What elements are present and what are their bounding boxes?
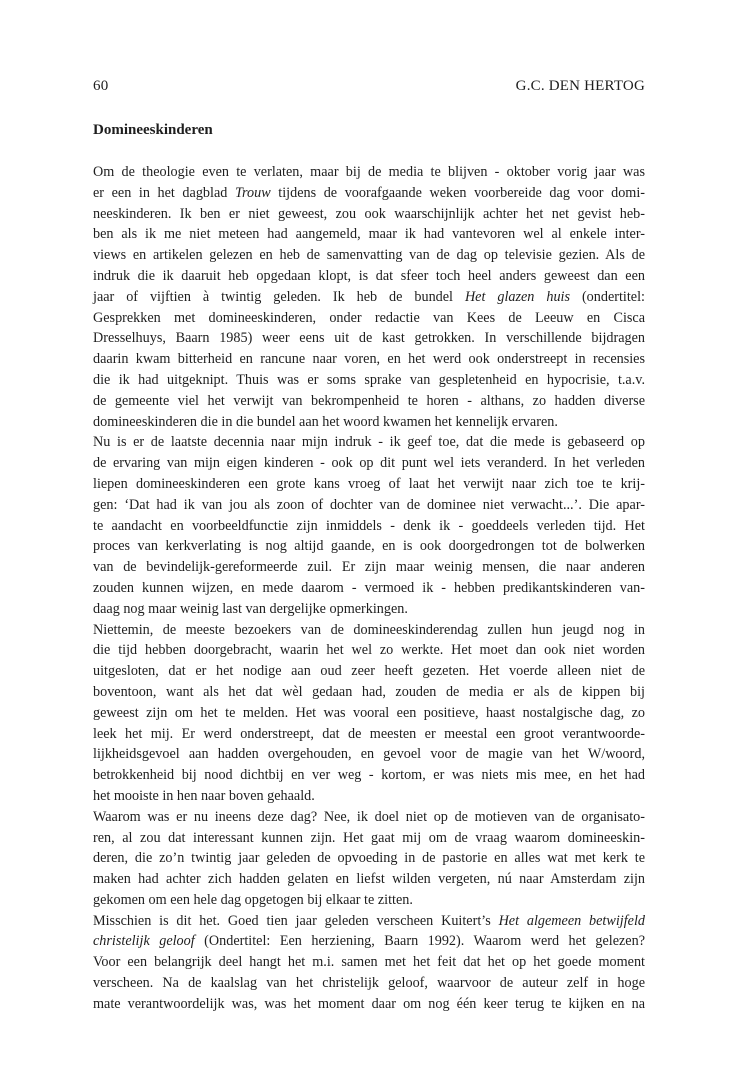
text-line: domineeskinderen die in die bundel aan het woord kwamen het kennelijk ervaren. [93,413,558,430]
text-line: verscheen. Na de kaalslag van het christelijk geloof, waarvoor de auteur zelf in hoge [93,975,645,992]
text-line: de ervaring van mijn eigen kinderen - ook op dit punt wel iets veranderd. In het verleden [93,455,645,472]
text-line: zouden kunnen wijzen, en mede daarom - vermoed ik - hebben predikantskinderen van- [93,579,645,596]
text-line: van de bevindelijk-gereformeerde zuil. Er zijn maar weinig mensen, die naar anderen [93,559,645,576]
body-text [93,162,645,1015]
text-line [93,931,645,952]
line-text: Misschien is dit het. Goed tien jaar geleden verscheen Kuitert’s [93,912,499,929]
line-text: tijdens de voorafgaande weken voorbereide dag voor domi- [270,184,645,201]
text-line: Dresselhuys, Baarn 1985) weer eens uit de kast getrokken. In verschillende bijdragen [93,330,645,347]
text-line: ren, al zou dat interessant kunnen zijn. Het gaat mij om de vraag waarom domineeskin- [93,829,645,846]
text-line: ben als ik me niet meteen had aangemeld, maar ik had vantevoren wel al enkele inter- [93,226,645,243]
text-line [93,911,645,932]
text-line: Nu is er de laatste decennia naar mijn indruk - ik geef toe, dat die mede is gebaseerd op [93,434,645,451]
text-line: uitgesloten, dat er het nodige aan oud zeer heeft gezeten. Het voerde alleen niet de [93,663,645,680]
text-line: te aandacht en voorbeeldfunctie zijn inmiddels - denk ik - goeddeels verleden tijd. Het [93,517,645,534]
text-line: Niettemin, de meeste bezoekers van de domineeskinderendag zullen hun jeugd nog in [93,621,645,638]
text-line: mate verantwoordelijk was, was het moment daar om nog één keer terug te kijken en na [93,995,645,1012]
text-line: die tijd hebben doorgebracht, waarin het wel zo werkte. Het moet dan ook niet worden [93,642,645,659]
text-line: neeskinderen. Ik ben er niet geweest, zou ook waarschijnlijk achter het net gevist heb- [93,205,645,222]
text-line: Waarom was er nu ineens deze dag? Nee, ik doel niet op de motieven van de organisato- [93,808,645,825]
running-head [93,76,645,96]
text-line [93,183,645,204]
text-line: liepen domineeskinderen een grote kans vroeg of laat het verwijt naar zich toe te krij- [93,475,645,492]
text-line: geweest zijn om het te melden. Het was vooral een positieve, haast nostalgische dag, zo [93,704,645,721]
text-line: Voor een belangrijk deel hangt het m.i. samen met het feit dat het op het goede moment [93,954,645,971]
text-line: Gesprekken met domineeskinderen, onder redactie van Kees de Leeuw en Cisca [93,309,645,326]
text-line: deren, die zo’n twintig jaar geleden de opvoeding in de pastorie en alles wat met kerk te [93,850,645,867]
page-number: 60 [93,78,109,94]
text-line: Om de theologie even te verlaten, maar bij de media te blijven - oktober vorig jaar was [93,164,645,180]
text-line [93,287,645,308]
line-text: (ondertitel: [570,288,645,305]
italic-title: christelijk geloof [93,933,195,950]
text-line: lijkheidsgevoel aan hadden overgehouden, en gevoel voor de magie van het W/woord, [93,746,645,763]
book-page [93,76,645,1015]
section-title: Domineeskinderen [93,122,213,138]
text-line: die ik had uitgeknipt. Thuis was er soms sprake van gespletenheid en hypocrisie, t.a.v. [93,371,645,388]
text-line: betrokkenheid bij nood dichtbij en ver weg - kortom, er was niets mis mee, en het had [93,767,645,784]
text-line: maken had achter zich hadden gelaten en liefst wilden vergeten, nú naar Amsterdam zijn [93,871,645,888]
text-line: daag nog maar weinig last van dergelijke opmerkingen. [93,600,408,617]
italic-title: Het algemeen betwijfeld [498,912,645,929]
line-text: er een in het dagblad [93,184,235,201]
running-title: G.C. DEN HERTOG [515,78,645,94]
line-text: jaar of vijftien à twintig geleden. Ik heb de bundel [93,288,465,305]
text-line: daarin kwam bitterheid en rancune naar voren, en het werd ook onderstreept in recensies [93,351,645,368]
italic-title: Het glazen huis [464,288,570,305]
text-line: de gemeente viel het verwijt van bekrompenheid te horen - althans, zo hadden diverse [93,392,645,409]
text-line: het mooiste in hen naar boven gehaald. [93,787,315,804]
italic-title: Trouw [234,184,271,201]
text-line: indruk die ik daaruit heb opgedaan klopt, is dat sfeer toch heel anders geweest dan een [93,267,645,284]
line-text: (Ondertitel: Een herziening, Baarn 1992). Waarom werd het gelezen? [194,933,645,950]
text-line: boventoon, want als het dat wèl gedaan had, zouden de media er als de kippen bij [93,683,645,700]
text-line: gen: ‘Dat had ik van jou als zoon of dochter van de dominee niet verwacht...’. Die apar- [93,496,645,513]
text-line: proces van kerkverlating is nog altijd gaande, en is ook doorgedrongen tot de bolwerken [93,538,645,555]
text-line: views en artikelen gelezen en heb de samenvatting van de dag op televisie gezien. Als de [93,247,645,264]
text-line: gekomen om een hele dag opgetogen bij elkaar te zitten. [93,891,413,908]
text-line: leek het mij. Er werd onderstreept, dat de meesten er meestal een groot verantwoorde- [93,725,645,742]
